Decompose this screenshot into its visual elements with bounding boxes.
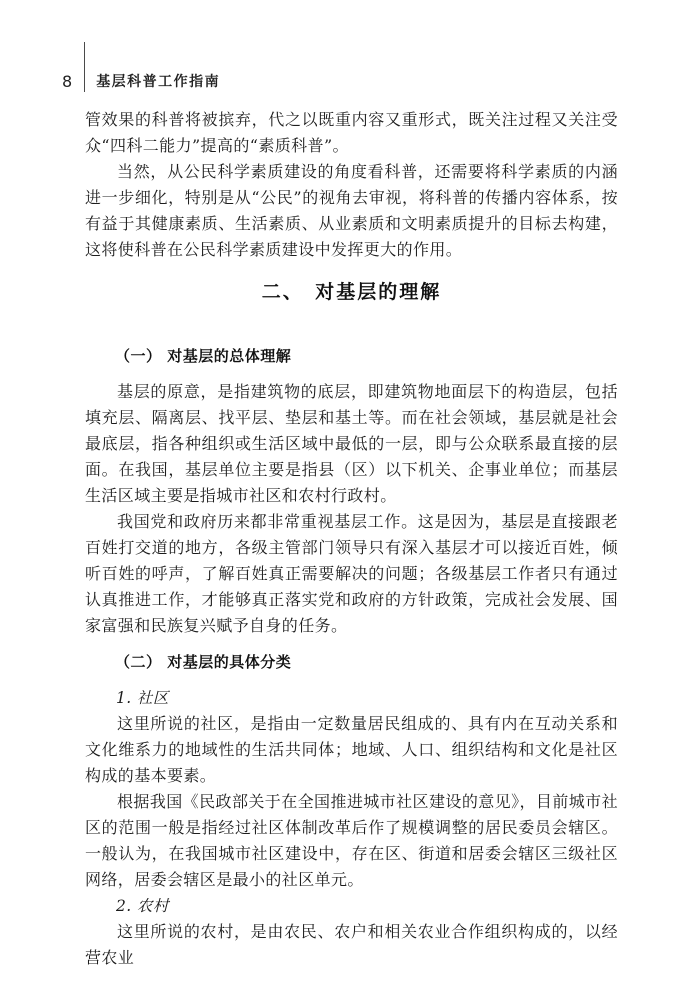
header-divider: [84, 42, 85, 92]
subsection-heading-2: （二） 对基层的具体分类: [115, 653, 292, 671]
running-title: 基层科普工作指南: [96, 74, 221, 90]
paragraph-shequ-definition: 这里所说的社区，是指由一定数量居民组成的、具有内在互动关系和文化维系力的地域性的生活共同体；地域、人口、组织结构和文化是社区构成的基本要素。: [85, 714, 618, 785]
page-content: [85, 107, 618, 971]
page-number: 8: [62, 72, 73, 91]
section-heading: 二、 对基层的理解: [261, 281, 442, 303]
page-header: [62, 42, 700, 92]
subsection-heading-1: （一） 对基层的总体理解: [115, 347, 292, 365]
paragraph-nongcun-definition: 这里所说的农村，是由农民、农户和相关农业合作组织构成的，以经营农业: [85, 922, 618, 967]
paragraph-shequ-scope: 根据我国《民政部关于在全国推进城市社区建设的意见》，目前城市社区的范围一般是指经过社区体制改革后作了规模调整的居民委员会辖区。一般认为，在我国城市社区建设中，存在区、街道和居委会辖区三级社区网络，居委会辖区是最小的社区单元。: [85, 792, 618, 889]
paragraph-citizen-quality: 当然，从公民科学素质建设的角度看科普，还需要将科学素质的内涵进一步细化，特别是从“公民”的视角去审视，将科普的传播内容体系，按有益于其健康素质、生活素质、从业素质和文明素质提升的目标去构建，这将使科普在公民科学素质建设中发挥更大的作用。: [85, 162, 618, 259]
numbered-item-shequ: 1. 社区: [116, 689, 169, 707]
paragraph-jiceng-origin: 基层的原意，是指建筑物的底层，即建筑物地面层下的构造层，包括填充层、隔离层、找平层、垫层和基土等。而在社会领域，基层就是社会最底层，指各种组织或生活区域中最低的一层，即与公众联系最直接的层面。在我国，基层单位主要是指县（区）以下机关、企事业单位；而基层生活区域主要是指城市社区和农村行政村。: [85, 382, 618, 505]
paragraph-continuation: 管效果的科普将被摈弃，代之以既重内容又重形式，既关注过程又关注受众“四科二能力”提高的“素质科普”。: [85, 110, 618, 155]
paragraph-party-government: 我国党和政府历来都非常重视基层工作。这是因为，基层是直接跟老百姓打交道的地方，各级主管部门领导只有深入基层才可以接近百姓，倾听百姓的呼声，了解百姓真正需要解决的问题；各级基层工作者只有通过认真推进工作，才能够真正落实党和政府的方针政策，完成社会发展、国家富强和民族复兴赋予自身的任务。: [85, 512, 618, 635]
numbered-item-nongcun: 2. 农村: [116, 897, 169, 915]
